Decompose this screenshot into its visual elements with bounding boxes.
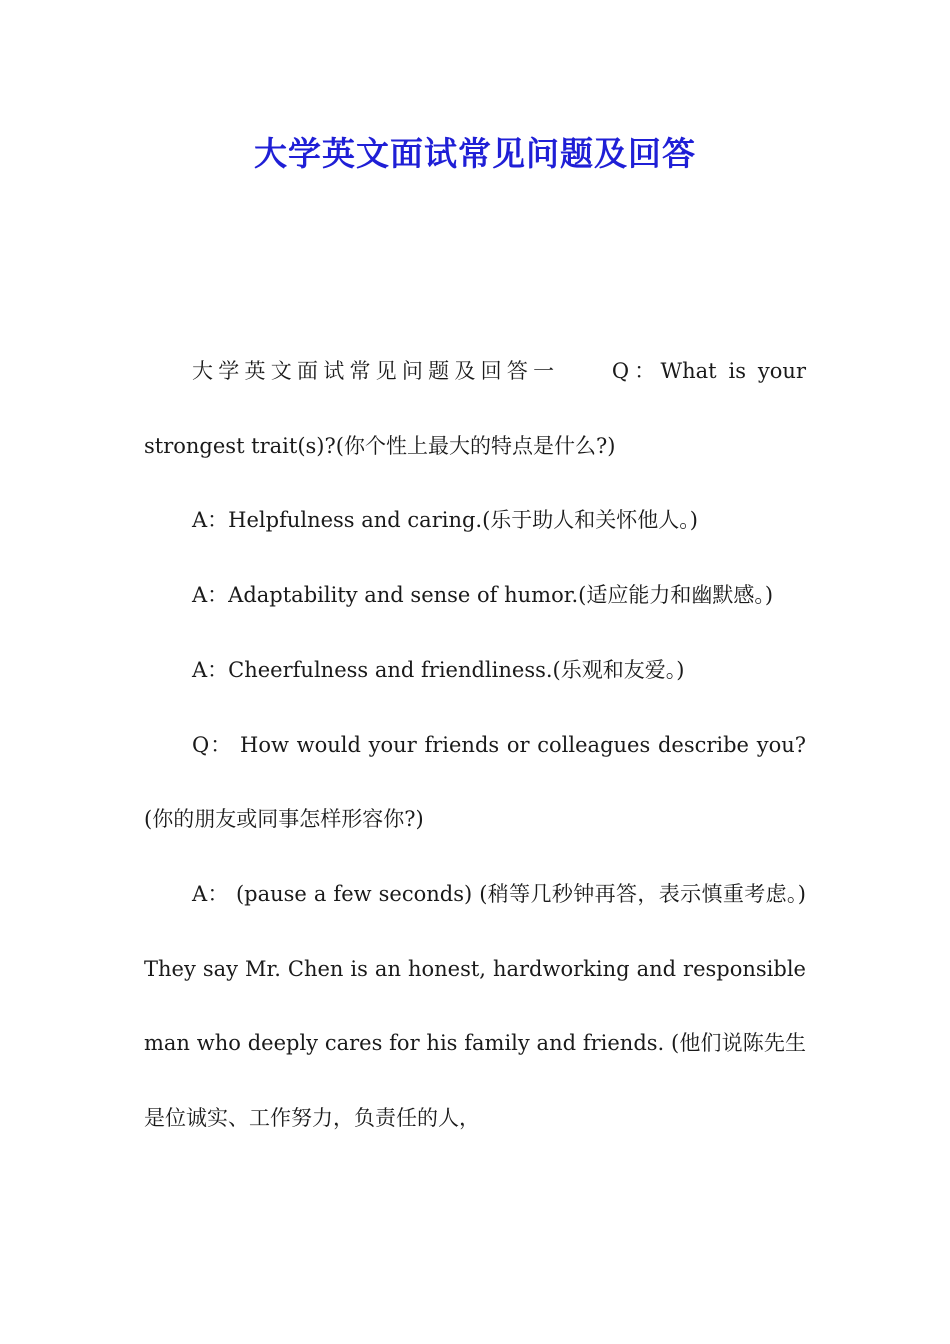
paragraph-answer-adaptability: A：Adaptability and sense of humor.(适应能力和幽默感。) [192, 583, 774, 608]
paragraph-answer-honest-hardworking: A： (pause a few seconds) (稍等几秒钟再答，表示慎重考虑。) They say Mr. Chen is an honest, hardworking and responsible man who deeply cares for his family and friends. (他们说陈先生是位诚实、工作努力，负责任的人， [144, 881, 806, 1131]
paragraph-answer-helpfulness: A：Helpfulness and caring.(乐于助人和关怀他人。) [192, 508, 698, 533]
paragraph-question-describe-you: Q： How would your friends or colleagues describe you?(你的朋友或同事怎样形容你?) [144, 732, 806, 832]
paragraph-question-strongest-trait: 大学英文面试常见问题及回答一 Q：What is your strongest trait(s)?(你个性上最大的特点是什么?) [144, 359, 806, 458]
document-title: 大学英文面试常见问题及回答 [254, 134, 696, 173]
paragraph-answer-cheerfulness: A：Cheerfulness and friendliness.(乐观和友爱。) [192, 657, 685, 682]
document-body [144, 334, 806, 1156]
